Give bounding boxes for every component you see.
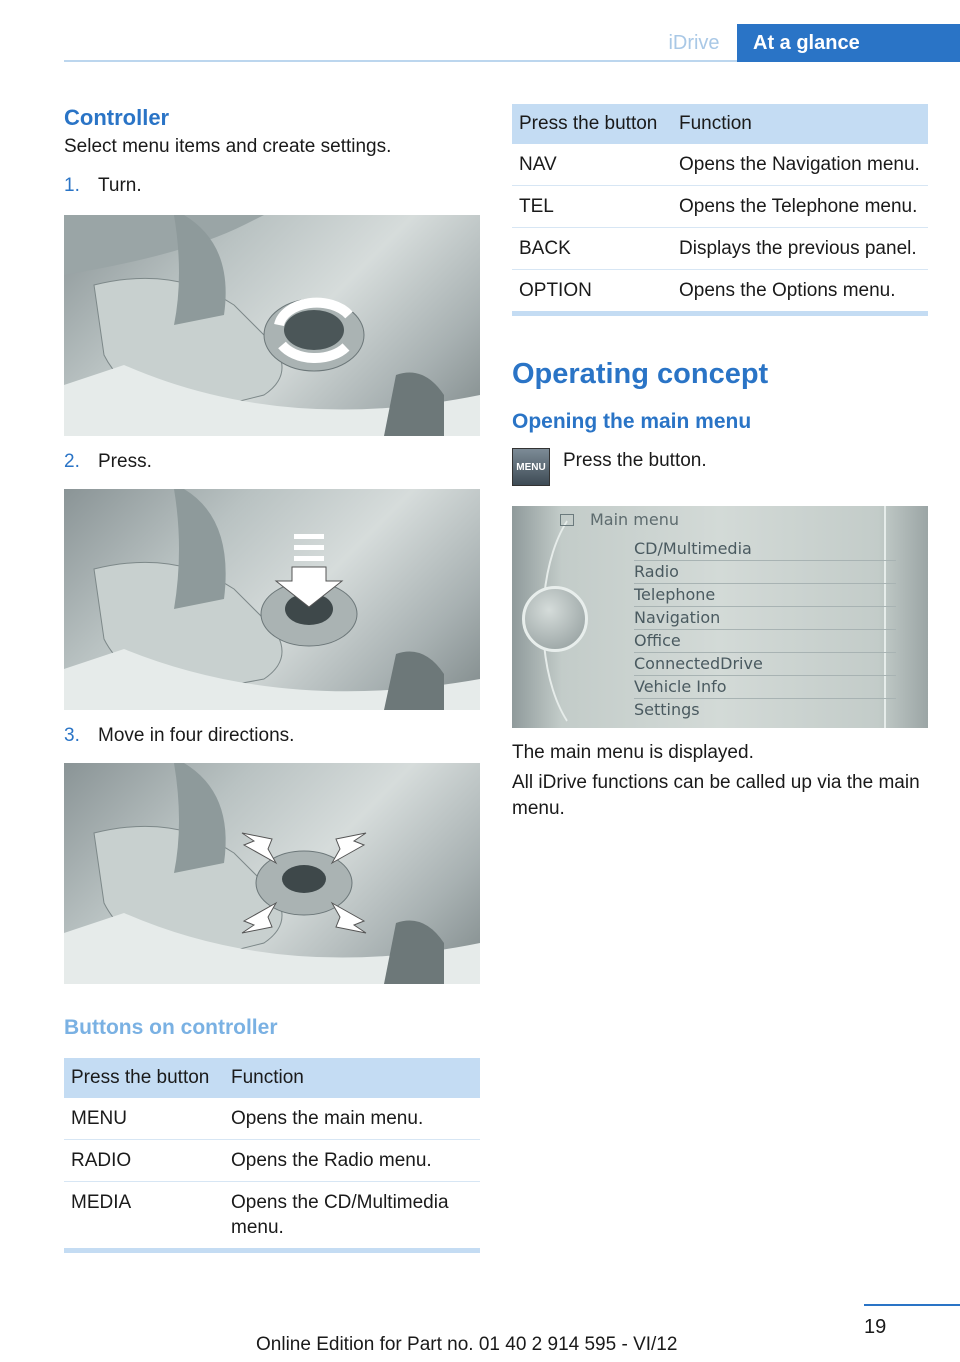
menu-item: Office [634, 630, 896, 653]
menu-item: Radio [634, 561, 896, 584]
step-turn [64, 174, 480, 198]
buttons-table-2 [512, 104, 928, 311]
menu-item: Settings [634, 700, 700, 719]
table-end-rule [64, 1248, 480, 1253]
controller-intro: Select menu items and create settings. [64, 136, 392, 157]
table-end-rule [512, 311, 928, 316]
buttons-table-1 [64, 1058, 480, 1248]
table-row [64, 1140, 480, 1182]
turn-illustration [64, 215, 480, 436]
right-column [512, 104, 928, 822]
menu-list-icon [560, 514, 574, 526]
press-menu-row [512, 448, 928, 486]
menu-item: Telephone [634, 584, 896, 607]
step-press [64, 450, 480, 474]
table-row [512, 270, 928, 312]
menu-item: Vehicle Info [634, 676, 896, 699]
press-button-text: Press the button. [563, 450, 707, 471]
main-menu-info-text: All iDrive functions can be called up via the main menu. [512, 772, 920, 819]
operating-concept-heading: Operating concept [512, 358, 769, 390]
menu-button-icon [512, 448, 550, 486]
left-column [64, 104, 480, 1253]
table-row [512, 144, 928, 186]
column-header: Function [224, 1058, 480, 1098]
controller-heading: Controller [64, 105, 170, 130]
step-number: 2. [64, 451, 80, 472]
table-row [512, 186, 928, 228]
column-header: Press the button [512, 104, 672, 144]
function-cell: Opens the Radio menu. [224, 1140, 480, 1182]
step-number: 3. [64, 725, 80, 746]
move-illustration [64, 763, 480, 984]
page-number: 19 [864, 1316, 887, 1338]
menu-item: CD/Multimedia [634, 538, 896, 561]
column-header: Function [672, 104, 928, 144]
controller-move-photo [64, 763, 480, 984]
controller-turn-photo [64, 215, 480, 436]
step-move [64, 724, 480, 748]
table-row [512, 228, 928, 270]
controller-knob-icon [522, 586, 588, 652]
button-cell: RADIO [64, 1140, 224, 1182]
function-cell: Opens the Navigation menu. [672, 144, 928, 186]
main-menu-displayed-text: The main menu is displayed. [512, 742, 754, 763]
step-text: Turn. [98, 175, 142, 196]
opening-main-menu-heading: Opening the main menu [512, 410, 752, 433]
press-illustration [64, 489, 480, 710]
main-menu-list [634, 538, 896, 722]
function-cell: Opens the main menu. [224, 1098, 480, 1140]
column-header: Press the button [64, 1058, 224, 1098]
table-row [64, 1098, 480, 1140]
main-menu-screen [512, 506, 928, 728]
controller-press-photo [64, 489, 480, 710]
header-chapter-tab: At a glance [737, 24, 960, 62]
step-text: Move in four directions. [98, 725, 295, 746]
edition-footer: Online Edition for Part no. 01 40 2 914 595 - VI/12 [256, 1334, 678, 1355]
button-cell: NAV [512, 144, 672, 186]
menu-item: ConnectedDrive [634, 653, 896, 676]
menu-icon-label: MENU [516, 461, 546, 473]
table-row [64, 1182, 480, 1249]
button-cell: MEDIA [71, 1192, 132, 1213]
step-text: Press. [98, 451, 152, 472]
step-number: 1. [64, 175, 80, 196]
screen-title: Main menu [590, 510, 679, 529]
table-header-row [512, 104, 928, 144]
header-section-label: iDrive [668, 32, 720, 54]
function-cell: Opens the Options menu. [679, 280, 896, 301]
button-cell: MENU [64, 1098, 224, 1140]
table-header-row [64, 1058, 480, 1098]
button-cell: TEL [512, 186, 672, 228]
footer-rule [864, 1304, 960, 1306]
function-cell: Opens the Telephone menu. [672, 186, 928, 228]
function-cell: Opens the CD/Multimedia menu. [231, 1192, 449, 1238]
button-cell: OPTION [519, 280, 592, 301]
buttons-on-controller-heading: Buttons on controller [64, 1016, 278, 1039]
button-cell: BACK [512, 228, 672, 270]
function-cell: Displays the previous panel. [672, 228, 928, 270]
menu-item: Navigation [634, 607, 896, 630]
